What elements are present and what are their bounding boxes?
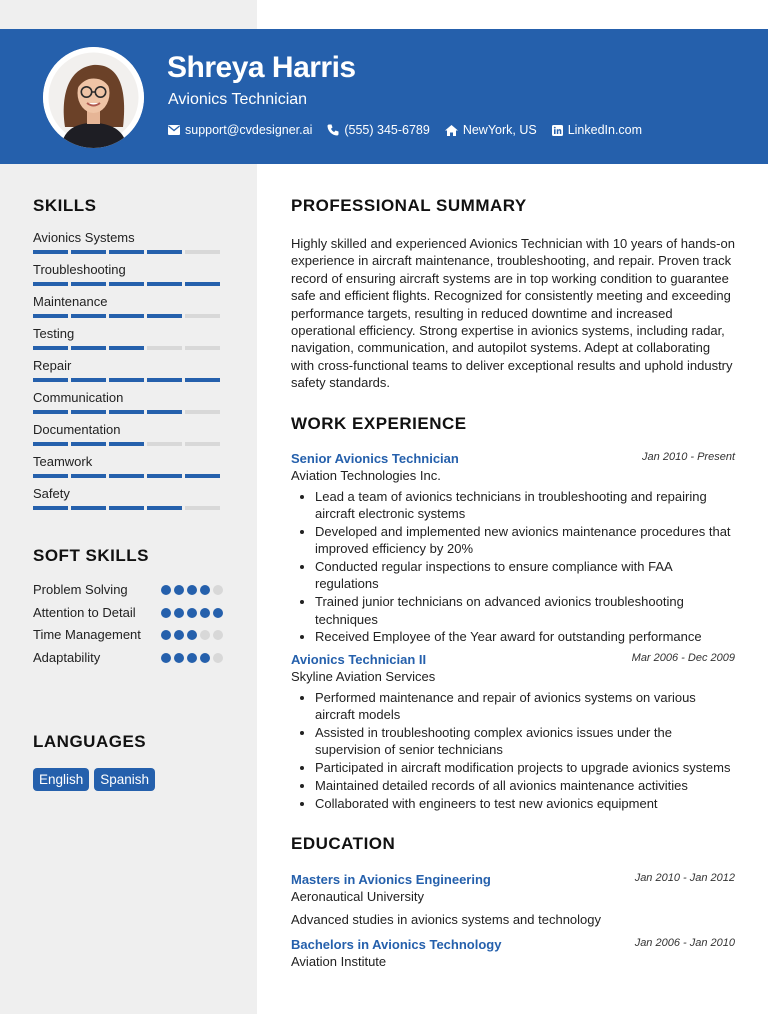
languages-section (33, 732, 155, 791)
job-bullet: • Lead a team of avionics technicians in troubleshooting and repairing aircraft electronic systems (315, 488, 735, 523)
education-description: Advanced studies in avionics systems and technology (291, 912, 602, 928)
skill-label: Safety (33, 486, 70, 501)
job-dates: Mar 2006 - Dec 2009 (631, 651, 735, 664)
skill-label: Avionics Systems (33, 230, 135, 245)
skill-level-segment (71, 474, 106, 478)
skill-level-segment (71, 410, 106, 414)
job-bullet: • Performed maintenance and repair of avionics systems on various aircraft models (315, 689, 735, 724)
rating-dot (213, 653, 223, 663)
education-dates: Jan 2010 - Jan 2012 (634, 872, 735, 885)
linkedin-text: LinkedIn.com (567, 123, 643, 137)
experience-section (291, 414, 735, 813)
soft-skill-item (33, 626, 223, 644)
profile-photo (43, 47, 144, 148)
skill-item (33, 262, 223, 294)
job-company: Skyline Aviation Services (291, 668, 436, 684)
skill-level-segment (185, 506, 220, 510)
skill-level-segment (147, 410, 182, 414)
skill-level-bar (33, 378, 223, 382)
soft-skills-section (33, 546, 223, 666)
job-bullet: • Participated in aircraft modification projects to upgrade avionics systems (315, 759, 735, 776)
job-bullet: • Assisted in troubleshooting complex avionics issues under the supervision of senior technicians (315, 724, 735, 759)
job-bullet: • Maintained detailed records of all avionics maintenance activities (315, 777, 735, 794)
soft-skill-rating (161, 604, 223, 622)
skill-item (33, 326, 223, 358)
skill-level-segment (33, 506, 68, 510)
skill-item (33, 358, 223, 390)
skill-item (33, 294, 223, 326)
skills-heading: SKILLS (33, 196, 97, 215)
rating-dot (213, 630, 223, 640)
skill-level-segment (147, 378, 182, 382)
job-entry (291, 451, 735, 646)
skill-level-bar (33, 250, 223, 254)
skill-level-segment (147, 506, 182, 510)
job-bullet: • Received Employee of the Year award for outstanding performance (315, 628, 735, 645)
skill-level-bar (33, 314, 223, 318)
skill-level-segment (109, 474, 144, 478)
phone-icon (327, 124, 339, 136)
skill-level-segment (147, 474, 182, 478)
envelope-icon (168, 125, 180, 135)
rating-dot (200, 608, 210, 618)
job-bullets (291, 488, 735, 646)
rating-dot (161, 630, 171, 640)
languages-list (33, 768, 155, 791)
education-degree: Bachelors in Avionics Technology (291, 937, 502, 953)
avatar (43, 47, 144, 148)
rating-dot (187, 608, 197, 618)
education-entry (291, 872, 735, 927)
soft-skill-rating (161, 649, 223, 667)
skill-level-segment (147, 346, 182, 350)
skill-level-segment (33, 346, 68, 350)
resume-header (0, 29, 768, 164)
skill-level-segment (185, 282, 220, 286)
skill-label: Repair (33, 358, 72, 373)
skill-label: Troubleshooting (33, 262, 126, 277)
education-heading: EDUCATION (291, 834, 396, 854)
phone-text: (555) 345-6789 (344, 123, 430, 137)
skill-label: Teamwork (33, 454, 93, 469)
job-company: Aviation Technologies Inc. (291, 467, 441, 483)
skill-label: Documentation (33, 422, 121, 437)
skill-level-segment (185, 346, 220, 350)
skill-level-bar (33, 346, 223, 350)
soft-skill-label: Problem Solving (33, 582, 128, 597)
skill-level-segment (71, 378, 106, 382)
rating-dot (200, 653, 210, 663)
soft-skill-item (33, 581, 223, 599)
soft-skill-item (33, 604, 223, 622)
skill-level-segment (109, 250, 144, 254)
rating-dot (161, 608, 171, 618)
skill-item (33, 486, 223, 518)
soft-skill-rating (161, 581, 223, 599)
soft-skill-label: Attention to Detail (33, 604, 136, 620)
language-badge: English (33, 768, 89, 791)
contact-phone[interactable] (327, 123, 429, 137)
summary-section (291, 196, 735, 392)
skill-level-segment (185, 378, 220, 382)
contact-location (445, 123, 537, 137)
skill-level-segment (147, 250, 182, 254)
candidate-name: Shreya Harris (167, 51, 356, 84)
skill-item (33, 230, 223, 262)
skill-item (33, 454, 223, 486)
jobs-list (291, 451, 735, 813)
language-badge: Spanish (94, 768, 155, 791)
main-column (291, 196, 735, 969)
skill-level-segment (147, 442, 182, 446)
skill-level-segment (33, 442, 68, 446)
rating-dot (213, 585, 223, 595)
soft-skills-list (33, 581, 223, 666)
languages-heading: LANGUAGES (33, 732, 147, 751)
experience-heading: WORK EXPERIENCE (291, 413, 467, 433)
job-bullet: • Developed and implemented new avionics maintenance procedures that improved efficiency by 20% (315, 523, 735, 558)
skill-label: Maintenance (33, 294, 108, 309)
summary-text: Highly skilled and experienced Avionics Technician with 10 years of hands-on experience in aircraft maintenance, troubleshooting, and repair. Proven track record of ensuring aircraft systems are in top working condition to guarantee safe and efficient flights. Recognized for consistently meeting and exceeding performance targets, resulting in reduced downtime and increased operational efficiency. Strong expertise in avionics systems, including radar, navigation, communication, and autopilot systems. Adept at collaborating with cross-functional teams to deliver exceptional results and uphold industry safety standards. (291, 236, 735, 391)
skill-level-bar (33, 474, 223, 478)
candidate-title: Avionics Technician (168, 91, 308, 108)
location-text: NewYork, US (462, 123, 537, 137)
rating-dot (213, 608, 223, 618)
skill-level-bar (33, 506, 223, 510)
rating-dot (187, 585, 197, 595)
education-school: Aeronautical University (291, 889, 424, 905)
skill-level-segment (109, 378, 144, 382)
skill-level-segment (33, 282, 68, 286)
skill-level-segment (185, 250, 220, 254)
skill-level-segment (185, 474, 220, 478)
education-dates: Jan 2006 - Jan 2010 (634, 937, 735, 950)
skill-level-segment (109, 346, 144, 350)
skill-level-segment (33, 314, 68, 318)
soft-skill-label: Adaptability (33, 649, 101, 665)
skill-level-segment (71, 442, 106, 446)
rating-dot (161, 585, 171, 595)
job-bullet: • Collaborated with engineers to test new avionics equipment (315, 795, 735, 812)
skill-level-segment (109, 314, 144, 318)
skill-item (33, 390, 223, 422)
skill-level-segment (33, 378, 68, 382)
job-role: Avionics Technician II (291, 651, 427, 667)
rating-dot (174, 608, 184, 618)
job-dates: Jan 2010 - Present (642, 450, 735, 463)
skill-level-segment (33, 474, 68, 478)
skills-section (33, 196, 223, 518)
skill-level-segment (185, 314, 220, 318)
job-bullets (291, 689, 735, 812)
education-section (291, 834, 735, 969)
skill-label: Communication (33, 390, 124, 405)
skill-level-segment (185, 410, 220, 414)
rating-dot (200, 585, 210, 595)
rating-dot (200, 630, 210, 640)
rating-dot (161, 653, 171, 663)
skills-list (33, 230, 223, 518)
job-bullet: • Conducted regular inspections to ensure compliance with FAA regulations (315, 558, 735, 593)
skill-level-segment (185, 442, 220, 446)
skill-level-segment (109, 282, 144, 286)
rating-dot (187, 630, 197, 640)
skill-level-bar (33, 410, 223, 414)
skill-level-segment (109, 442, 144, 446)
linkedin-icon (552, 125, 563, 136)
contact-bar (168, 123, 642, 137)
contact-linkedin[interactable] (552, 123, 642, 137)
education-entry (291, 937, 735, 969)
education-degree: Masters in Avionics Engineering (291, 872, 491, 888)
skill-level-segment (33, 250, 68, 254)
soft-skill-rating (161, 626, 223, 644)
skill-level-segment (71, 506, 106, 510)
skill-level-bar (33, 282, 223, 286)
rating-dot (174, 585, 184, 595)
education-list (291, 872, 735, 969)
skill-level-segment (109, 506, 144, 510)
skill-level-segment (71, 282, 106, 286)
job-bullet: • Trained junior technicians on advanced avionics troubleshooting techniques (315, 593, 735, 628)
summary-heading: PROFESSIONAL SUMMARY (291, 196, 527, 215)
skill-level-segment (109, 410, 144, 414)
skill-level-segment (147, 314, 182, 318)
education-school: Aviation Institute (291, 954, 387, 970)
skill-level-segment (71, 314, 106, 318)
soft-skill-item (33, 649, 223, 667)
skill-level-segment (147, 282, 182, 286)
job-role: Senior Avionics Technician (291, 450, 459, 466)
rating-dot (174, 630, 184, 640)
skill-level-segment (71, 346, 106, 350)
skill-label: Testing (33, 326, 75, 341)
soft-skills-heading: SOFT SKILLS (33, 546, 149, 565)
contact-email[interactable] (168, 123, 312, 137)
skill-level-segment (33, 410, 68, 414)
home-icon (445, 125, 458, 136)
skill-level-bar (33, 442, 223, 446)
skill-level-segment (71, 250, 106, 254)
soft-skill-label: Time Management (33, 627, 141, 642)
skill-item (33, 422, 223, 454)
job-entry (291, 652, 735, 812)
email-text: support@cvdesigner.ai (185, 123, 313, 137)
rating-dot (174, 653, 184, 663)
rating-dot (187, 653, 197, 663)
